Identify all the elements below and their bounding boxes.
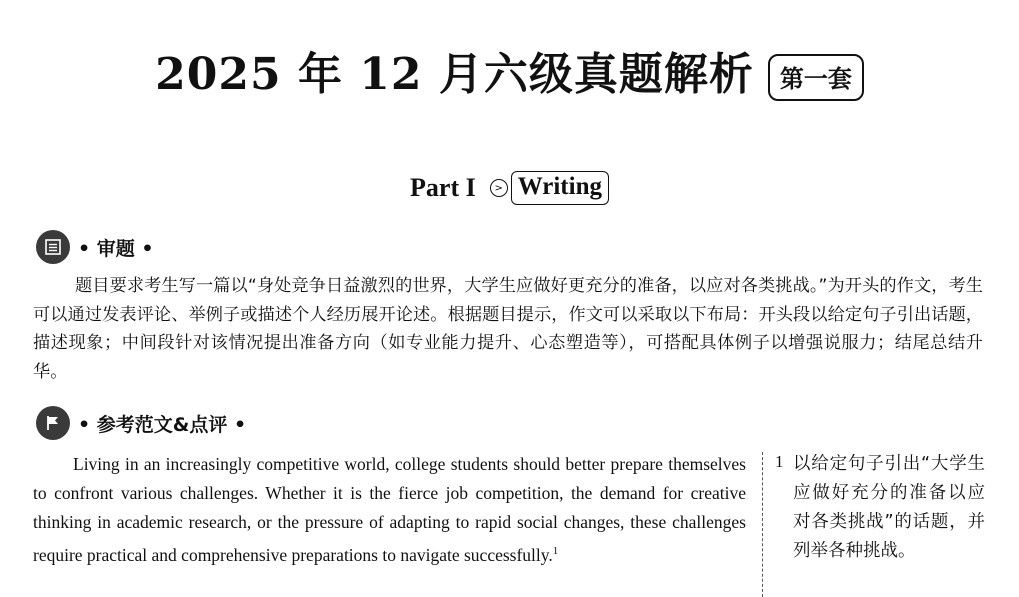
essay-text: Living in an increasingly competitive world, college students should better prepare themselves to confront various challenges. Whether it is the fierce job competition, the demand for creative thinking in academic research, or the pressure of adapting to rapid social changes, these challenges require practical and comprehensive preparations to navigate successfully. <box>33 454 746 565</box>
circled-arrow-right-icon: > <box>490 179 508 197</box>
analysis-heading <box>36 230 154 264</box>
footnote-mark: 1 <box>552 545 559 557</box>
part-heading <box>0 168 1019 208</box>
part-label: Part I <box>410 173 476 202</box>
document-icon <box>36 230 70 264</box>
note-number: 1 <box>775 452 784 471</box>
sample-essay <box>33 450 746 570</box>
set-badge: 第一套 <box>768 54 864 101</box>
analysis-paragraph: 题目要求考生写一篇以“身处竞争日益激烈的世界，大学生应做好更充分的准备，以应对各类挑战。”为开头的作文，考生可以通过发表评论、举例子或描述个人经历展开论述。根据题目提示，作文可以采取以下布局：开头段以给定句子引出话题，描述现象；中间段针对该情况提出准备方向（如专业能力提升、心态塑造等），可搭配具体例子以增强说服力；结尾总结升华。 <box>33 276 983 382</box>
page-header <box>0 40 1019 110</box>
margin-note: 以给定句子引出“大学生应做好充分的准备以应对各类挑战”的话题，并列举各种挑战。 <box>793 454 985 561</box>
flag-icon <box>36 406 70 440</box>
sample-heading-text: • 参考范文&点评 • <box>78 413 247 436</box>
sample-heading <box>36 406 246 440</box>
analysis-heading-text: • 审题 • <box>78 237 154 260</box>
margin-divider <box>762 452 763 597</box>
page-title: 2025 年 12 月六级真题解析 <box>155 49 754 100</box>
section-name: Writing <box>511 171 609 205</box>
